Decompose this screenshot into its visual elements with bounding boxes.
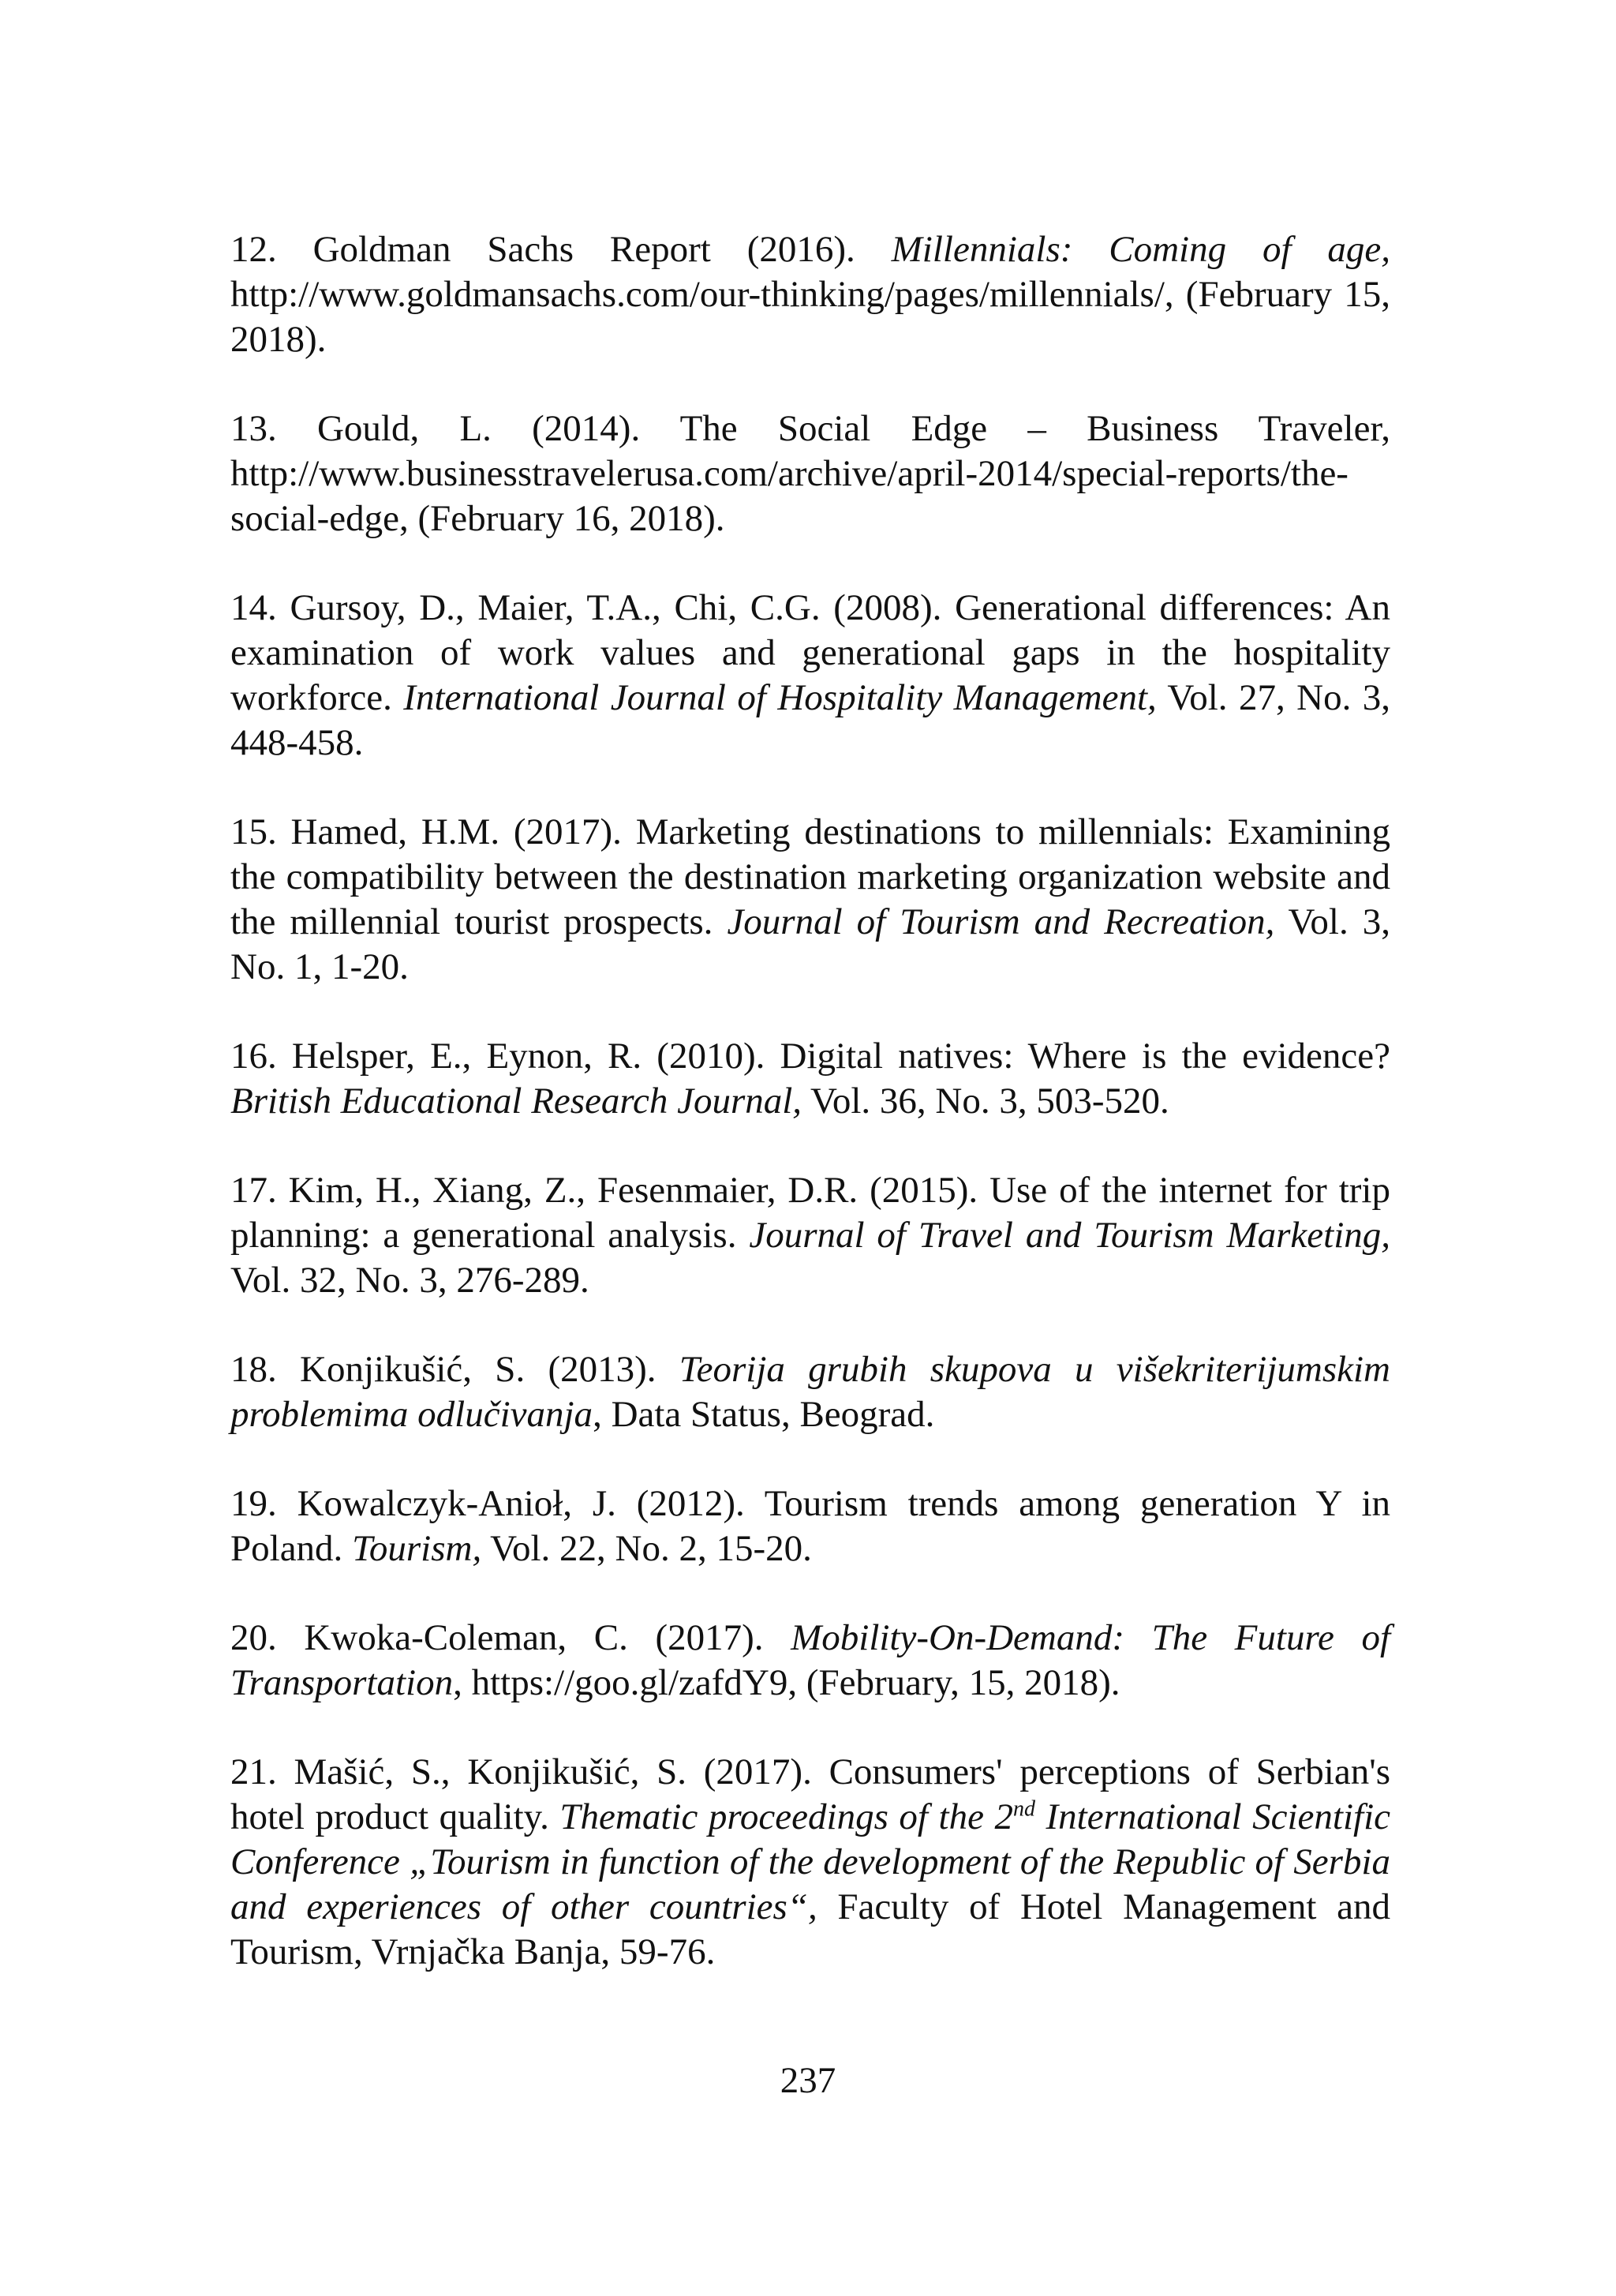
reference-entry-14 xyxy=(230,586,1390,766)
italic-title-text: Mobility-On-Demand: The Future of Transportation xyxy=(230,1617,1391,1703)
reference-entry-18 xyxy=(230,1347,1390,1437)
italic-title-text: Journal of Tourism and Recreation, xyxy=(727,901,1275,942)
italic-title-text: International Journal of Hospitality Management, xyxy=(403,677,1157,718)
reference-text: 14. Gursoy, D., Maier, T.A., Chi, C.G. (2008). Generational differences: An examination of work values and generational gaps in the hospitality workforce. xyxy=(230,587,1390,718)
reference-text: 18. Konjikušić, S. (2013). xyxy=(230,1349,679,1390)
reference-list xyxy=(230,227,1390,1975)
reference-text: 19. Kowalczyk-Anioł, J. (2012). Tourism trends among generation Y in Poland. xyxy=(230,1483,1390,1569)
reference-text: 16. Helsper, E., Eynon, R. (2010). Digital natives: Where is the evidence? xyxy=(230,1036,1390,1077)
superscript-text: nd xyxy=(1012,1796,1035,1822)
italic-title-text: Thematic proceedings of the 2 xyxy=(559,1796,1013,1837)
page-number: 237 xyxy=(780,2060,836,2101)
reference-text: Vol. 27, No. 3, 448-458. xyxy=(230,677,1390,763)
reference-entry-20 xyxy=(230,1616,1390,1706)
reference-entry-17 xyxy=(230,1168,1390,1303)
reference-text: , https://goo.gl/zafdY9, (February, 15, 2018). xyxy=(453,1662,1120,1703)
reference-text: 20. Kwoka-Coleman, C. (2017). xyxy=(230,1617,791,1658)
reference-entry-19 xyxy=(230,1481,1390,1571)
reference-text: Vol. 22, No. 2, 15-20. xyxy=(481,1528,812,1569)
reference-text: 21. Mašić, S., Konjikušić, S. (2017). Consumers' perceptions of Serbian's hotel product quality. xyxy=(230,1751,1390,1837)
reference-entry-21 xyxy=(230,1750,1390,1975)
italic-title-text: Tourism, xyxy=(352,1528,482,1569)
reference-text: 15. Hamed, H.M. (2017). Marketing destinations to millennials: Examining the compatibility between the destination marketing organization website and the millennial tourist prospects. xyxy=(230,811,1390,942)
reference-entry-15 xyxy=(230,810,1390,990)
reference-text: , Data Status, Beograd. xyxy=(593,1394,935,1435)
reference-text: Faculty of Hotel Management and Tourism, Vrnjačka Banja, 59-76. xyxy=(230,1886,1390,1972)
italic-title-text: Teorija grubih skupova u višekriterijumskim problemima odlučivanja xyxy=(230,1349,1390,1435)
reference-text: Vol. 36, No. 3, 503-520. xyxy=(802,1081,1169,1122)
italic-title-text: International Scientific Conference „Tourism in function of the development of the Republic of Serbia and experiences of other countries“, xyxy=(230,1796,1390,1927)
reference-text: 12. Goldman Sachs Report (2016). xyxy=(230,229,892,270)
reference-entry-12 xyxy=(230,227,1390,362)
reference-entry-16 xyxy=(230,1034,1390,1124)
reference-entry-13 xyxy=(230,406,1390,541)
italic-title-text: British Educational Research Journal, xyxy=(230,1081,802,1122)
italic-title-text: Journal of Travel and Tourism Marketing, xyxy=(749,1215,1390,1256)
reference-text: 13. Gould, L. (2014). The Social Edge – Business Traveler, http://www.businesstravelerusa.com/archive/april-2014/special-reports/the-social-edge, (February 16, 2018). xyxy=(230,408,1390,539)
reference-text: Vol. 3, No. 1, 1-20. xyxy=(230,901,1390,987)
reference-text: Vol. 32, No. 3, 276-289. xyxy=(230,1260,589,1301)
reference-text: 17. Kim, H., Xiang, Z., Fesenmaier, D.R. (2015). Use of the internet for trip planning: a generational analysis. xyxy=(230,1170,1390,1256)
italic-title-text: Millennials: Coming of age, xyxy=(891,229,1391,270)
reference-text: http://www.goldmansachs.com/our-thinking/pages/millennials/, (February 15, 2018). xyxy=(230,274,1390,360)
